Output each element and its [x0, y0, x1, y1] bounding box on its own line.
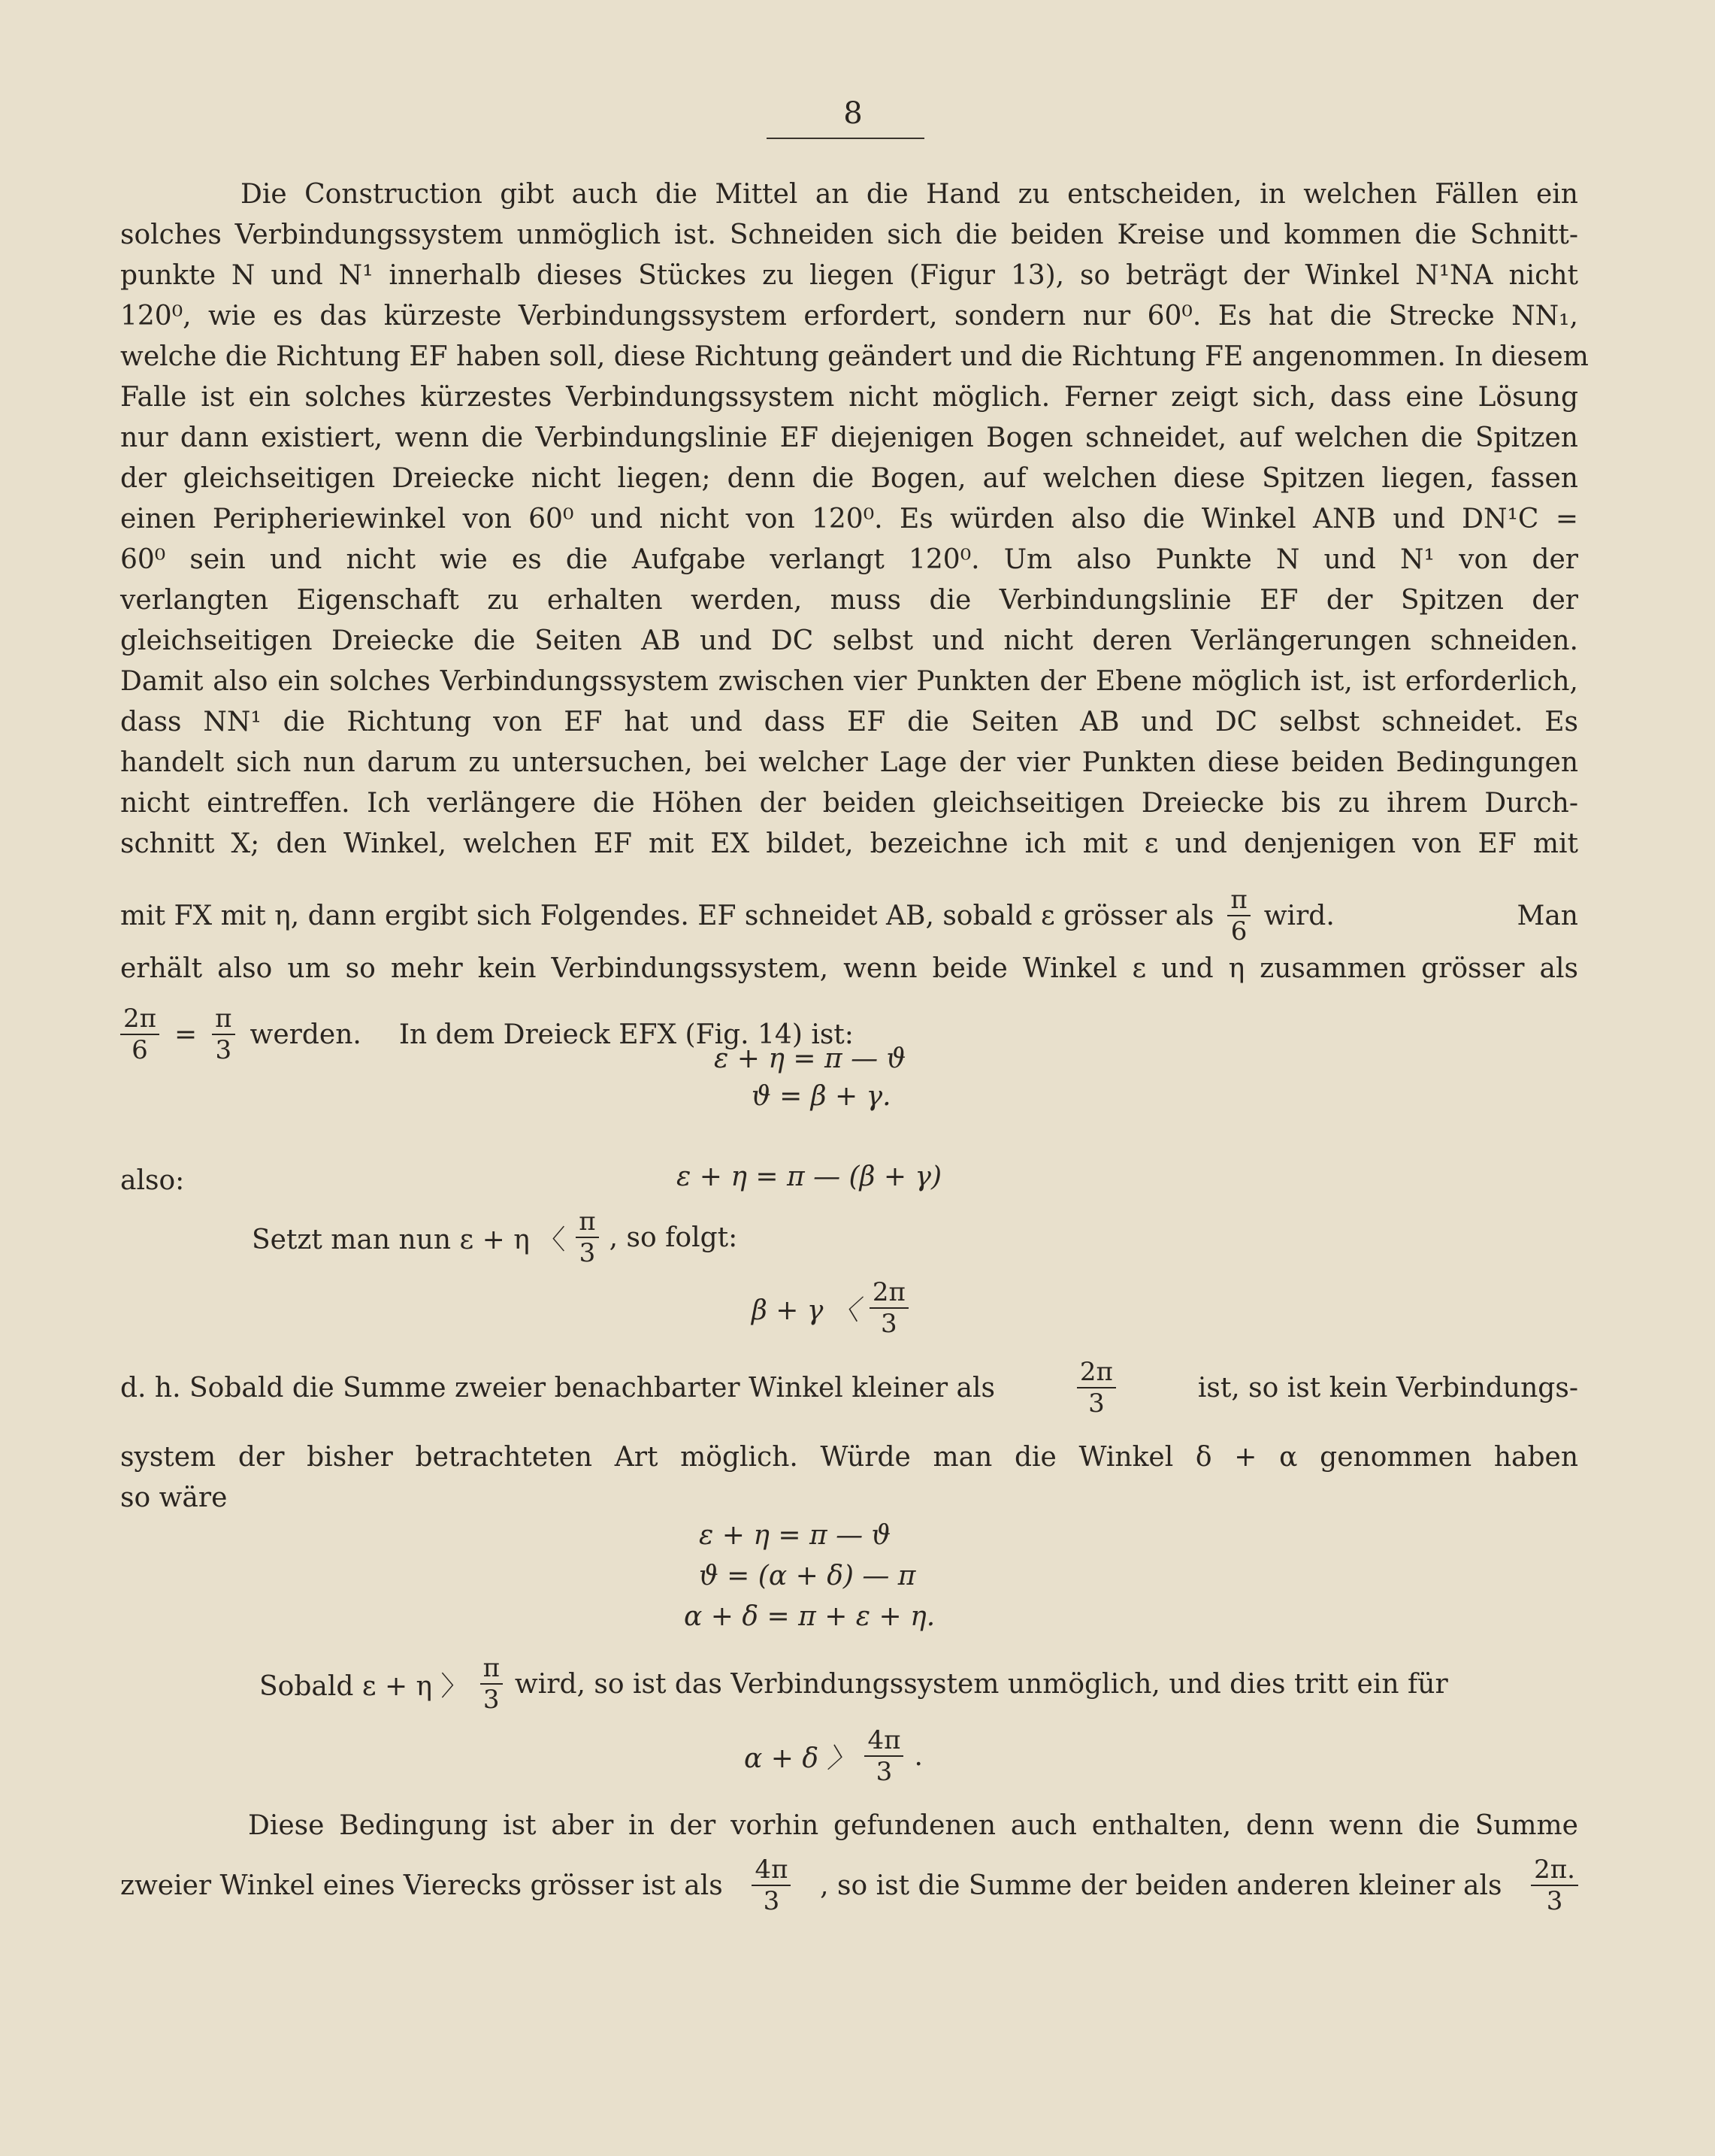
text-line: schnitt X; den Winkel, welchen EF mit EX bildet, bezeichne ich mit ε und denjenigen von EF mit — [120, 828, 1578, 859]
fraction-4pi-3 — [752, 1857, 791, 1914]
fraction-numerator: 2π — [123, 1004, 156, 1034]
text-span: In dem Dreieck EFX (Fig. 14) ist: — [398, 1019, 854, 1050]
fraction-numerator: π — [482, 1653, 500, 1683]
text-line: Falle ist ein solches kürzestes Verbindungssystem nicht möglich. Ferner zeigt sich, dass eine Lösung — [120, 382, 1578, 413]
text-span: Sobald ε + η 〉 — [259, 1670, 468, 1702]
text-span: , so folgt: — [609, 1222, 738, 1253]
fraction-denominator: 6 — [1230, 916, 1248, 946]
text-line: welche die Richtung EF haben soll, diese Richtung geändert und die Richtung FE angenommen. In diesem — [120, 341, 1589, 372]
line-dh-sobald — [120, 1357, 1578, 1419]
equation-6: α + δ = π + ε + η. — [684, 1601, 936, 1632]
fraction-pi-3 — [480, 1653, 503, 1715]
text-span: d. h. Sobald die Summe zweier benachbarter Winkel kleiner als — [120, 1372, 995, 1404]
fraction-denominator: 3 — [215, 1035, 232, 1065]
text-line: 120⁰, wie es das kürzeste Verbindungssystem erfordert, sondern nur 60⁰. Es hat die Strecke NN₁, — [120, 301, 1578, 332]
fraction-4pi-3 — [864, 1725, 903, 1787]
fraction-numerator: π — [215, 1004, 232, 1034]
fraction-pi-3 — [212, 1006, 234, 1063]
fraction-2pi-3 — [1531, 1857, 1578, 1914]
fraction-denominator: 6 — [132, 1035, 148, 1065]
equation-5: ϑ = (α + δ) — π — [699, 1561, 916, 1591]
fraction-numerator: π — [1230, 885, 1248, 915]
text-span: α + δ 〉 — [744, 1743, 854, 1774]
page-number: 8 — [843, 96, 863, 131]
fraction-2pi-3 — [870, 1279, 909, 1337]
text-line: der gleichseitigen Dreiecke nicht liegen; denn die Bogen, auf welchen diese Spitzen liegen, fassen — [120, 463, 1578, 494]
text-line: handelt sich nun darum zu untersuchen, bei welcher Lage der vier Punkten diese beiden Bedingungen — [120, 747, 1578, 778]
period: . — [914, 1740, 923, 1772]
text-line: so wäre — [120, 1482, 228, 1513]
header-rule — [767, 138, 924, 139]
fraction-numerator: π — [579, 1207, 596, 1237]
fraction-numerator: 2π — [872, 1277, 906, 1307]
text-span: zweier Winkel eines Vierecks grösser ist als — [120, 1870, 723, 1901]
text-line: 60⁰ sein und nicht wie es die Aufgabe verlangt 120⁰. Um also Punkte N und N¹ von der — [120, 544, 1578, 575]
line-sobald — [259, 1653, 1578, 1715]
line-setzt — [252, 1209, 737, 1266]
text-span: wird, so ist das Verbindungssystem unmöglich, und dies tritt ein für — [514, 1668, 1448, 1700]
text-line: erhält also um so mehr kein Verbindungssystem, wenn beide Winkel ε und η zusammen grösser als — [120, 953, 1578, 984]
text-span: β + γ 〈 — [752, 1295, 859, 1326]
fraction-2pi-6 — [120, 1006, 159, 1063]
also-label: also: — [120, 1165, 185, 1196]
text-span: Setzt man nun ε + η 〈 — [252, 1224, 566, 1255]
fraction-denominator: 3 — [482, 1685, 500, 1715]
fraction-denominator: 3 — [1088, 1388, 1105, 1419]
text-line: einen Peripheriewinkel von 60⁰ und nicht von 120⁰. Es würden also die Winkel ANB und DN¹C = — [120, 504, 1578, 534]
text-span: wird. — [1263, 900, 1335, 931]
equation-1: ε + η = π — ϑ — [714, 1043, 906, 1074]
fraction-2pi-3 — [1077, 1357, 1116, 1419]
equation-4: ε + η = π — ϑ — [699, 1520, 891, 1551]
text-line: verlangten Eigenschaft zu erhalten werden, muss die Verbindungslinie EF der Spitzen der — [120, 585, 1578, 616]
text-line: nur dann existiert, wenn die Verbindungslinie EF diejenigen Bogen schneidet, auf welchen die Spitzen — [120, 422, 1578, 453]
equals-sign: = — [174, 1019, 198, 1050]
text-line: punkte N und N¹ innerhalb dieses Stückes zu liegen (Figur 13), so beträgt der Winkel N¹NA nicht — [120, 260, 1578, 291]
fraction-numerator: 2π. — [1534, 1855, 1575, 1885]
equation-2: ϑ = β + γ. — [752, 1081, 891, 1112]
text-line: Damit also ein solches Verbindungssystem zwischen vier Punkten der Ebene möglich ist, ist erforderlich, — [120, 666, 1578, 697]
fraction-numerator: 2π — [1079, 1357, 1113, 1387]
equation-beta-gamma — [752, 1279, 909, 1337]
text-span: mit FX mit η, dann ergibt sich Folgendes. EF schneidet AB, sobald ε grösser als — [120, 900, 1214, 931]
fraction-denominator: 3 — [579, 1238, 596, 1268]
line-zweier-winkel — [120, 1857, 1578, 1914]
text-line: system der bisher betrachteten Art möglich. Würde man die Winkel δ + α genommen haben — [120, 1442, 1578, 1473]
fraction-denominator: 3 — [763, 1886, 780, 1916]
fraction-denominator: 3 — [1546, 1886, 1563, 1916]
text-line: gleichseitigen Dreiecke die Seiten AB und DC selbst und nicht deren Verlängerungen schneiden. — [120, 625, 1578, 656]
text-line: dass NN¹ die Richtung von EF hat und dass EF die Seiten AB und DC selbst schneidet. Es — [120, 707, 1578, 737]
text-line: Die Construction gibt auch die Mittel an die Hand zu entscheiden, in welchen Fällen ein — [240, 179, 1578, 210]
fraction-pi-3 — [576, 1209, 598, 1266]
text-line: Diese Bedingung ist aber in der vorhin gefundenen auch enthalten, denn wenn die Summe — [248, 1810, 1578, 1841]
text-span: Man — [1517, 900, 1578, 931]
text-span: ist, so ist kein Verbindungs- — [1197, 1372, 1578, 1404]
fraction-numerator: 4π — [755, 1855, 788, 1885]
equation-alpha-delta — [744, 1725, 923, 1787]
fraction-denominator: 3 — [876, 1757, 893, 1787]
line-ef-schneidet — [120, 887, 1578, 944]
equation-3: ε + η = π — (β + γ) — [676, 1161, 942, 1192]
text-span: , so ist die Summe der beiden anderen kleiner als — [820, 1870, 1502, 1901]
fraction-numerator: 4π — [867, 1725, 901, 1755]
text-span: werden. — [250, 1019, 361, 1050]
text-line: solches Verbindungssystem unmöglich ist. Schneiden sich die beiden Kreise und kommen die Schnitt- — [120, 220, 1578, 250]
fraction-pi-6 — [1227, 887, 1250, 944]
text-line: nicht eintreffen. Ich verlängere die Höhen der beiden gleichseitigen Dreiecke bis zu ihrem Durch- — [120, 788, 1578, 819]
fraction-denominator: 3 — [881, 1309, 897, 1339]
